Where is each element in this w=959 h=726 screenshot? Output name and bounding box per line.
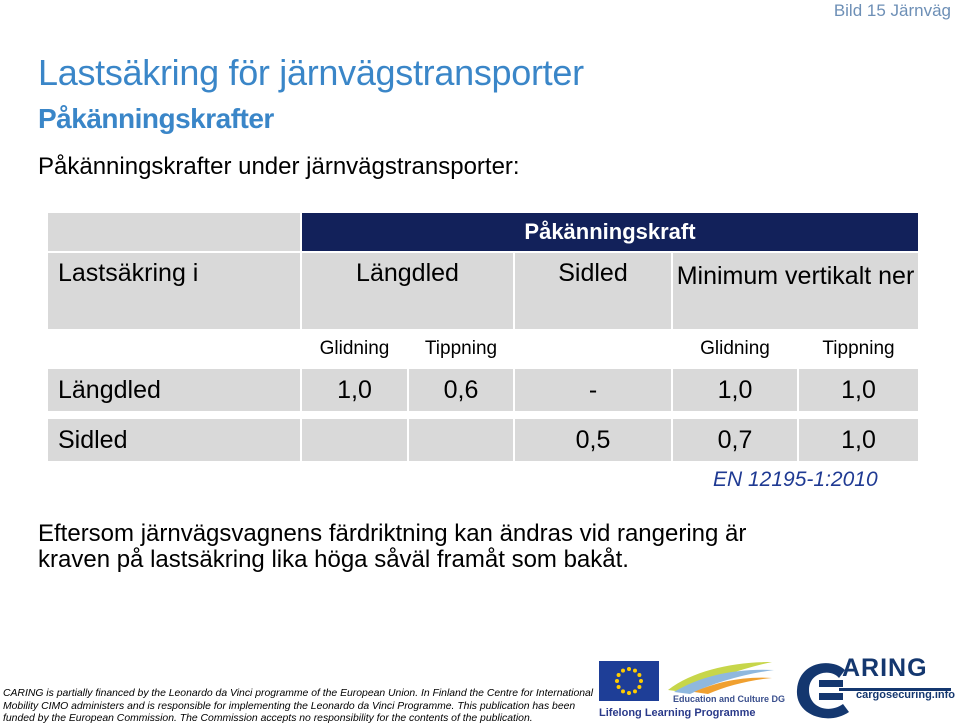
eu-flag-icon: [599, 661, 659, 701]
table-subheader-row: [48, 331, 918, 367]
sub-tipping-vertical: Tippning: [822, 338, 895, 359]
footer-disclaimer: [3, 688, 594, 726]
value-cell: 1,0: [799, 369, 918, 411]
value-cell: 1,0: [673, 369, 797, 411]
table-corner-cell: [48, 213, 300, 251]
caring-name: ARING: [842, 654, 928, 682]
stress-header-cell: Påkänningskraft: [302, 213, 918, 251]
value-cell: 0,5: [515, 419, 671, 461]
table-column-row: [48, 253, 918, 329]
column-vertical: Minimum vertikalt ner: [673, 253, 918, 329]
sub-sliding-vertical: Glidning: [700, 338, 770, 359]
table-header-row: [48, 213, 918, 251]
slide-title: Lastsäkring för järnvägstransporter: [38, 52, 584, 93]
subheader-empty-cell: [48, 331, 300, 367]
value-cell: 1,0: [799, 419, 918, 461]
intro-text: Påkänningskrafter under järnvägstransporter:: [38, 153, 520, 180]
table-row: [48, 419, 918, 461]
note-text: Eftersom järnvägsvagnens färdriktning kan ändras vid rangering är kraven på lastsäkring lika höga såväl framåt som bakåt.: [38, 520, 747, 573]
value-cell: -: [515, 369, 671, 411]
column-transverse: Sidled: [515, 253, 671, 329]
sub-empty-transverse: [515, 331, 671, 367]
slide-number: Bild 15 Järnväg: [833, 1, 951, 20]
education-culture-label: Education and Culture DG: [673, 694, 786, 704]
value-cell: [409, 419, 513, 461]
sub-sliding-longitudinal: Glidning: [319, 338, 390, 359]
row-label: Längdled: [48, 369, 300, 411]
value-cell: 0,7: [673, 419, 797, 461]
value-cell: 0,6: [409, 369, 513, 411]
footer-line: Mobility CIMO administers and is responsible for implementing the Leonardo da Vinci Programme. This publication has been: [3, 700, 576, 712]
eu-stars-icon: [599, 661, 659, 701]
sub-tipping-longitudinal: Tippning: [424, 338, 498, 359]
slide-subtitle: Påkänningskrafter: [38, 103, 274, 134]
footer-line: funded by the European Commission. The Commission accepts no responsibility for the contents of the publication.: [3, 713, 533, 725]
row-label: Sidled: [48, 419, 300, 461]
footer-line: CARING is partially financed by the Leonardo da Vinci programme of the European Union. In Finland the Centre for International: [3, 688, 594, 699]
value-cell: [302, 419, 407, 461]
row-header-label: Lastsäkring i: [48, 253, 300, 329]
table-row: [48, 369, 918, 411]
llp-label: Lifelong Learning Programme: [599, 707, 756, 719]
column-longitudinal: Längdled: [302, 253, 513, 329]
value-cell: 1,0: [302, 369, 407, 411]
standard-reference: EN 12195-1:2010: [713, 468, 878, 491]
caring-url: cargosecuring.info: [856, 689, 956, 701]
